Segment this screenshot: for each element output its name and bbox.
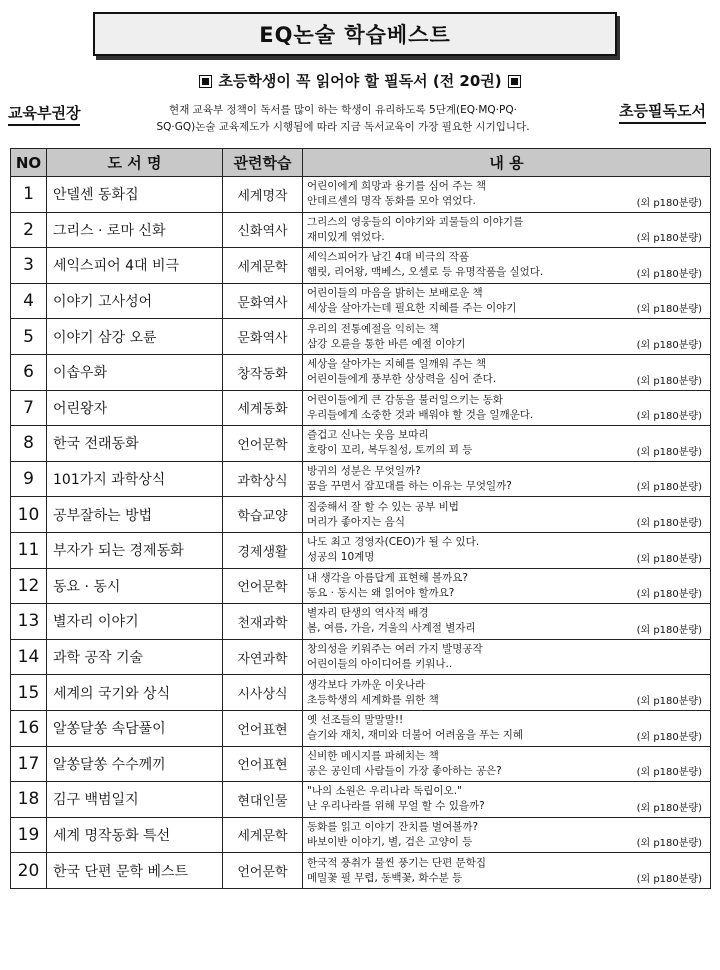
table-row <box>11 426 711 462</box>
subject-category: 언어문학 <box>223 426 303 462</box>
description-line: 어린이들에게 풍부한 상상력을 심어 준다. <box>307 373 497 386</box>
description-line: 별자리 탄생의 역사적 배경 <box>307 607 429 620</box>
subject-category: 과학상식 <box>223 461 303 497</box>
subject-category: 문화역사 <box>223 319 303 355</box>
row-number: 7 <box>11 390 47 426</box>
page-count: (외 p180분량) <box>636 553 702 565</box>
description-line: 난 우리나라를 위해 무얼 할 수 있을까? <box>307 800 485 813</box>
description-line: 안데르센의 명작 동화를 모아 엮었다. <box>307 195 476 208</box>
table-row <box>11 390 711 426</box>
page-count: (외 p180분량) <box>636 589 702 601</box>
page-count: (외 p180분량) <box>636 695 702 707</box>
subject-category: 세계문학 <box>223 248 303 284</box>
page-count: (외 p180분량) <box>636 268 702 280</box>
book-title: 이솝우화 <box>47 354 223 390</box>
row-number: 2 <box>11 212 47 248</box>
book-title: 부자가 되는 경제동화 <box>47 532 223 568</box>
description-line: 어린이들의 아이디어를 키워나.. <box>307 658 453 671</box>
table-row <box>11 639 711 675</box>
book-title: 과학 공작 기술 <box>47 639 223 675</box>
row-number: 18 <box>11 782 47 818</box>
table-row <box>11 283 711 319</box>
book-description <box>303 283 711 319</box>
book-title: 101가지 과학상식 <box>47 461 223 497</box>
subject-category: 세계문학 <box>223 817 303 853</box>
description-line: 나도 최고 경영자(CEO)가 될 수 있다. <box>307 536 480 549</box>
page-count: (외 p180분량) <box>636 339 702 351</box>
description-line: 호랑이 꼬리, 복두칠성, 토끼의 꾀 등 <box>307 444 473 457</box>
table-row <box>11 212 711 248</box>
description-line: 초등학생의 세계화를 위한 책 <box>307 693 439 706</box>
book-title: 세계 명작동화 특선 <box>47 817 223 853</box>
subject-category: 자연과학 <box>223 639 303 675</box>
description-line: 머리가 좋아지는 음식 <box>307 515 405 528</box>
page-count: (외 p180분량) <box>636 624 702 636</box>
book-title: 세계의 국기와 상식 <box>47 675 223 711</box>
row-number: 3 <box>11 248 47 284</box>
table-row <box>11 461 711 497</box>
book-description <box>303 177 711 213</box>
row-number: 8 <box>11 426 47 462</box>
page-count: (외 p180분량) <box>636 233 702 245</box>
subject-category: 문화역사 <box>223 283 303 319</box>
row-number: 6 <box>11 354 47 390</box>
page-count: (외 p180분량) <box>636 767 702 779</box>
subject-category: 언어문학 <box>223 568 303 604</box>
subject-category: 현대인물 <box>223 782 303 818</box>
intro-line: SQ·GQ)논술 교육제도가 시행됨에 따라 지금 독서교육이 가장 필요한 시기입니다. <box>156 121 530 133</box>
book-title: 별자리 이야기 <box>47 604 223 640</box>
row-number: 5 <box>11 319 47 355</box>
row-number: 13 <box>11 604 47 640</box>
description-line: 내 생각을 아름답게 표현해 볼까요? <box>307 571 468 584</box>
book-description <box>303 319 711 355</box>
page-count: (외 p180분량) <box>636 411 702 423</box>
description-line: 세익스피어가 남긴 4대 비극의 작품 <box>307 251 470 264</box>
book-description <box>303 248 711 284</box>
description-line: 동요 · 동시는 왜 읽어야 할까요? <box>307 586 455 599</box>
book-description <box>303 497 711 533</box>
book-description <box>303 461 711 497</box>
subject-category: 세계동화 <box>223 390 303 426</box>
description-line: 재미있게 엮었다. <box>307 230 385 243</box>
subject-category: 시사상식 <box>223 675 303 711</box>
intro-text <box>112 102 574 136</box>
row-number: 20 <box>11 853 47 889</box>
table-row <box>11 248 711 284</box>
row-number: 1 <box>11 177 47 213</box>
description-line: 즐겁고 신나는 웃음 보따리 <box>307 429 429 442</box>
book-description <box>303 853 711 889</box>
description-line: 그리스의 영웅들의 이야기와 괴물들의 이야기를 <box>307 215 524 228</box>
book-list-table <box>10 148 711 889</box>
page-count: (외 p180분량) <box>636 446 702 458</box>
book-description <box>303 782 711 818</box>
book-description <box>303 604 711 640</box>
book-description <box>303 675 711 711</box>
table-row <box>11 177 711 213</box>
description-line: 성공의 10계명 <box>307 551 375 564</box>
page-count: (외 p180분량) <box>636 304 702 316</box>
description-line: 집중해서 잘 할 수 있는 공부 비법 <box>307 500 459 513</box>
book-description <box>303 817 711 853</box>
page-count: (외 p180분량) <box>636 375 702 387</box>
description-line: 어린이들에게 큰 감동을 불러일으키는 동화 <box>307 393 503 406</box>
description-line: 꿈을 꾸면서 잠꼬대를 하는 이유는 무엇일까? <box>307 480 512 493</box>
subject-category: 창작동화 <box>223 354 303 390</box>
row-number: 12 <box>11 568 47 604</box>
book-title: 공부잘하는 방법 <box>47 497 223 533</box>
page-title: EQ논술 학습베스트 <box>93 12 617 56</box>
table-row <box>11 354 711 390</box>
book-title: 알쏭달쏭 수수께끼 <box>47 746 223 782</box>
intro-line: 현재 교육부 정책이 독서를 많이 하는 학생이 유리하도록 5단계(EQ·MQ·PQ· <box>169 104 517 116</box>
book-title: 동요 · 동시 <box>47 568 223 604</box>
row-number: 15 <box>11 675 47 711</box>
row-number: 19 <box>11 817 47 853</box>
description-line: 방귀의 성분은 무엇일까? <box>307 465 421 478</box>
page-count: (외 p180분량) <box>636 731 702 743</box>
book-description <box>303 426 711 462</box>
header-no: NO <box>11 149 47 177</box>
description-line: 햄릿, 리어왕, 맥베스, 오셀로 등 유명작품을 실었다. <box>307 266 544 279</box>
description-line: 우리의 전통예절을 익히는 책 <box>307 322 439 335</box>
row-number: 4 <box>11 283 47 319</box>
table-row <box>11 710 711 746</box>
description-line: 세상을 살아가는데 필요한 지혜를 주는 이야기 <box>307 302 517 315</box>
page-count: (외 p180분량) <box>636 802 702 814</box>
book-description <box>303 390 711 426</box>
book-title: 알쏭달쏭 속담풀이 <box>47 710 223 746</box>
table-row <box>11 782 711 818</box>
book-title: 안델센 동화집 <box>47 177 223 213</box>
page-count: (외 p180분량) <box>636 197 702 209</box>
book-description <box>303 354 711 390</box>
description-line: 봄, 여름, 가을, 겨울의 사계절 별자리 <box>307 622 476 635</box>
book-title: 한국 전래동화 <box>47 426 223 462</box>
table-row <box>11 319 711 355</box>
header-content: 내 용 <box>303 149 711 177</box>
subject-category: 언어표현 <box>223 746 303 782</box>
book-title: 어린왕자 <box>47 390 223 426</box>
row-number: 16 <box>11 710 47 746</box>
table-row <box>11 746 711 782</box>
row-number: 17 <box>11 746 47 782</box>
description-line: 어린이들의 마음을 밝히는 보배로운 책 <box>307 287 483 300</box>
subtitle-text: 초등학생이 꼭 읽어야 할 필독서 (전 20권) <box>218 72 502 90</box>
subject-category: 언어문학 <box>223 853 303 889</box>
description-line: 옛 선조들의 말말말!! <box>307 714 404 727</box>
subject-category: 경제생활 <box>223 532 303 568</box>
book-title: 한국 단편 문학 베스트 <box>47 853 223 889</box>
subject-category: 천재과학 <box>223 604 303 640</box>
page-count: (외 p180분량) <box>636 482 702 494</box>
header-subject: 관련학습 <box>223 149 303 177</box>
book-description <box>303 710 711 746</box>
table-row <box>11 568 711 604</box>
subject-category: 학습교양 <box>223 497 303 533</box>
description-line: 세상을 살아가는 지혜를 일깨워 주는 책 <box>307 358 486 371</box>
book-title: 김구 백범일지 <box>47 782 223 818</box>
header-title: 도 서 명 <box>47 149 223 177</box>
description-line: 한국적 풍취가 물씬 풍기는 단편 문학집 <box>307 856 486 869</box>
table-row <box>11 532 711 568</box>
table-row <box>11 853 711 889</box>
required-reading-label: 초등필독도서 <box>619 100 706 124</box>
description-line: 바보이반 이야기, 별, 검은 고양이 등 <box>307 835 473 848</box>
description-line: 슬기와 재치, 재미와 더불어 어려움을 푸는 지혜 <box>307 729 524 742</box>
book-description <box>303 568 711 604</box>
page-count: (외 p180분량) <box>636 873 702 885</box>
row-number: 10 <box>11 497 47 533</box>
description-line: 삼강 오륜을 통한 바른 예절 이야기 <box>307 337 466 350</box>
description-line: 신비한 메시지를 파헤치는 책 <box>307 749 439 762</box>
table-row <box>11 675 711 711</box>
subject-category: 언어표현 <box>223 710 303 746</box>
table-header-row <box>11 149 711 177</box>
book-title: 세익스피어 4대 비극 <box>47 248 223 284</box>
book-description <box>303 212 711 248</box>
description-line: 공은 공인데 사람들이 가장 좋아하는 공은? <box>307 764 502 777</box>
page-count: (외 p180분량) <box>636 838 702 850</box>
description-line: 동화를 읽고 이야기 잔치를 벌여볼까? <box>307 820 479 833</box>
row-number: 9 <box>11 461 47 497</box>
description-line: 창의성을 키워주는 여러 가지 발명공작 <box>307 643 483 656</box>
ministry-recommended-label: 교육부권장 <box>8 102 80 126</box>
book-title: 이야기 고사성어 <box>47 283 223 319</box>
subtitle <box>0 70 720 91</box>
table-body <box>11 177 711 889</box>
description-line: "나의 소원은 우리나라 독립이오." <box>307 785 462 798</box>
table-row <box>11 817 711 853</box>
square-bullet-icon <box>199 75 212 88</box>
subject-category: 신화역사 <box>223 212 303 248</box>
description-line: 우리들에게 소중한 것과 배워야 할 것을 일깨운다. <box>307 408 534 421</box>
table-row <box>11 497 711 533</box>
table-row <box>11 604 711 640</box>
book-title: 그리스 · 로마 신화 <box>47 212 223 248</box>
page-count: (외 p180분량) <box>636 517 702 529</box>
book-description <box>303 532 711 568</box>
row-number: 11 <box>11 532 47 568</box>
book-description <box>303 746 711 782</box>
subject-category: 세계명작 <box>223 177 303 213</box>
book-description <box>303 639 711 675</box>
description-line: 메밀꽃 필 무렵, 동백꽃, 화수분 등 <box>307 871 463 884</box>
description-line: 어린이에게 희망과 용기를 심어 주는 책 <box>307 180 486 193</box>
row-number: 14 <box>11 639 47 675</box>
square-bullet-icon <box>508 75 521 88</box>
book-title: 이야기 삼강 오륜 <box>47 319 223 355</box>
description-line: 생각보다 가까운 이웃나라 <box>307 678 426 691</box>
